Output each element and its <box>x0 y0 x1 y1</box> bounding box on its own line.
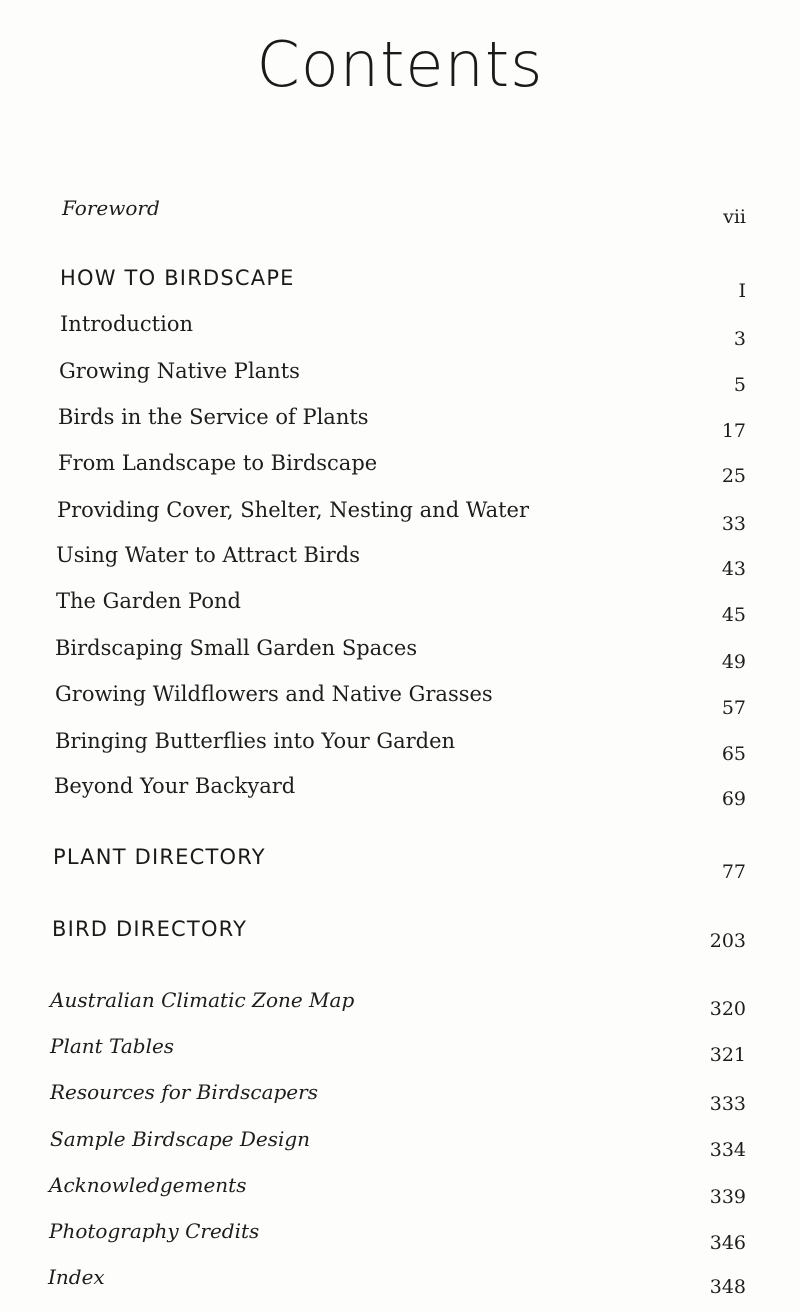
toc-page-number: 33 <box>721 513 746 535</box>
toc-entry-appendix[interactable] <box>0 1219 800 1263</box>
toc-entry-label: Providing Cover, Shelter, Nesting and Water <box>57 498 530 522</box>
toc-entry-label: Acknowledgements <box>49 1173 247 1197</box>
toc-entry-appendix[interactable] <box>0 1173 800 1217</box>
toc-page-number: 57 <box>721 697 746 719</box>
toc-entry-label: Photography Credits <box>49 1219 260 1243</box>
toc-page-number: 49 <box>721 651 746 673</box>
toc-entry-label: Sample Birdscape Design <box>50 1127 311 1151</box>
toc-section-heading: HOW TO BIRDSCAPE <box>60 266 295 290</box>
toc-entry-appendix[interactable] <box>0 1034 800 1078</box>
toc-page-number: 25 <box>721 465 746 487</box>
toc-page-number: 203 <box>709 930 746 952</box>
toc-entry-label: Growing Wildflowers and Native Grasses <box>55 682 493 706</box>
toc-page-number: 320 <box>709 998 746 1020</box>
toc-section-heading: BIRD DIRECTORY <box>52 917 248 941</box>
toc-page-number: I <box>738 280 746 302</box>
toc-entry-label: Birdscaping Small Garden Spaces <box>55 636 418 660</box>
toc-entry[interactable] <box>0 589 800 633</box>
page-title: Contents <box>256 28 544 101</box>
toc-section-heading: PLANT DIRECTORY <box>53 845 266 869</box>
toc-page-number: 69 <box>721 788 746 810</box>
toc-page-number: 339 <box>709 1186 746 1208</box>
toc-page-number: 321 <box>709 1044 746 1066</box>
toc-entry[interactable] <box>0 729 800 773</box>
toc-entry-label: Introduction <box>60 312 193 336</box>
toc-entry-foreword[interactable] <box>0 196 800 240</box>
toc-entry-label: Beyond Your Backyard <box>54 774 296 798</box>
toc-entry-appendix[interactable] <box>0 1127 800 1171</box>
toc-section-bird-directory[interactable] <box>0 917 800 961</box>
toc-page-number: 5 <box>733 374 746 396</box>
toc-entry[interactable] <box>0 636 800 680</box>
toc-page-number: 17 <box>721 420 746 442</box>
toc-section-plant-directory[interactable] <box>0 845 800 889</box>
toc-entry-label: Birds in the Service of Plants <box>58 405 369 429</box>
toc-page-number: 348 <box>709 1276 746 1298</box>
toc-page-number: 346 <box>709 1232 746 1254</box>
toc-page-number: 333 <box>709 1093 746 1115</box>
toc-entry-label: The Garden Pond <box>56 589 241 613</box>
toc-page-number: 3 <box>733 328 746 350</box>
toc-entry[interactable] <box>0 312 800 356</box>
toc-entry-label: Growing Native Plants <box>59 359 300 383</box>
toc-entry-appendix[interactable] <box>0 1265 800 1309</box>
toc-section-how-to-birdscape[interactable] <box>0 266 800 310</box>
toc-entry-label: Bringing Butterflies into Your Garden <box>55 729 456 753</box>
toc-page-number: 334 <box>709 1139 746 1161</box>
toc-entry-appendix[interactable] <box>0 988 800 1032</box>
toc-entry[interactable] <box>0 543 800 587</box>
toc-entry[interactable] <box>0 498 800 542</box>
toc-entry-label: Using Water to Attract Birds <box>56 543 360 567</box>
toc-entry-label: Australian Climatic Zone Map <box>50 988 355 1012</box>
toc-entry[interactable] <box>0 774 800 818</box>
toc-entry[interactable] <box>0 451 800 495</box>
toc-page-number: 45 <box>721 604 746 626</box>
toc-entry[interactable] <box>0 405 800 449</box>
toc-entry-label: Plant Tables <box>50 1034 175 1058</box>
toc-entry-label: Resources for Birdscapers <box>50 1080 318 1104</box>
toc-page-number: 43 <box>721 558 746 580</box>
toc-page-number: vii <box>723 206 746 228</box>
toc-entry-label: Foreword <box>62 196 160 220</box>
toc-entry-label: Index <box>48 1265 105 1289</box>
toc-entry[interactable] <box>0 359 800 403</box>
toc-entry-label: From Landscape to Birdscape <box>58 451 378 475</box>
toc-page-number: 77 <box>721 861 746 883</box>
toc-entry[interactable] <box>0 682 800 726</box>
toc-entry-appendix[interactable] <box>0 1080 800 1124</box>
toc-page-number: 65 <box>721 743 746 765</box>
